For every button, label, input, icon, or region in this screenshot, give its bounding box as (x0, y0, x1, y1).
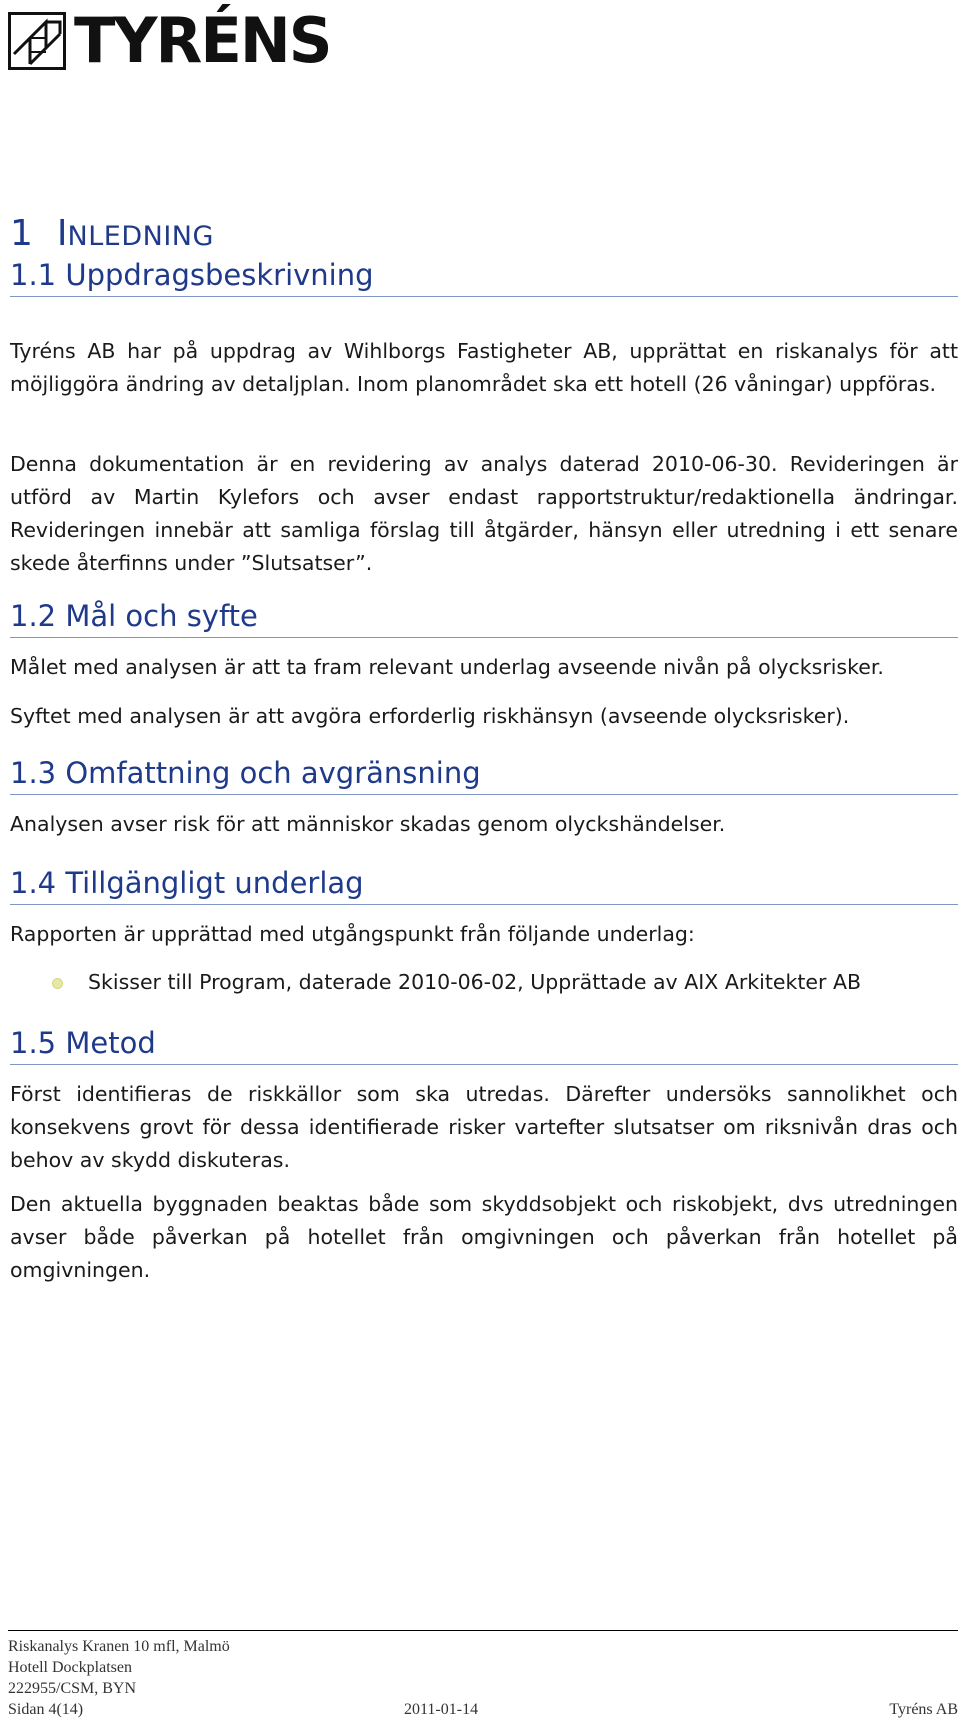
paragraph: Syftet med analysen är att avgöra erforderlig riskhänsyn (avseende olycksrisker). (10, 704, 850, 728)
paragraph: Denna dokumentation är en revidering av analys daterad 2010-06-30. Revideringen är utförd av Martin Kylefors och avser endast rapportstruktur/redaktionella ändringar. Revideringen innebär att samliga förslag till åtgärder, hänsyn eller utredning i ett senare skede återfinns under ”Slutsatser”. (10, 452, 958, 575)
list-item-text: Skisser till Program, daterade 2010-06-02, Upprättade av AIX Arkitekter AB (88, 970, 862, 994)
logo-wordmark: TYRÉNS (74, 4, 331, 77)
section-heading-mal-och-syfte: 1.2 Mål och syfte (10, 598, 958, 638)
paragraph: Först identifieras de riskkällor som ska utredas. Därefter undersöks sannolikhet och konsekvens grovt för dessa identifierade risker vartefter slutsatser om riksnivån dras och behov av skydd diskuteras. (10, 1082, 958, 1172)
chapter-title-initial: I (56, 213, 68, 254)
footer-reference: 222955/CSM, BYN (8, 1680, 137, 1697)
chapter-number: 1 (10, 213, 33, 254)
section-heading-metod: 1.5 Metod (10, 1025, 958, 1065)
bullet-icon (52, 978, 63, 989)
footer-page-number: Sidan 4(14) (8, 1701, 84, 1718)
paragraph: Analysen avser risk för att människor skadas genom olyckshändelser. (10, 812, 726, 836)
chapter-heading (10, 212, 214, 259)
footer-divider (8, 1630, 958, 1631)
section-heading-omfattning: 1.3 Omfattning och avgränsning (10, 755, 958, 795)
section-heading-tillgangligt-underlag: 1.4 Tillgängligt underlag (10, 865, 958, 905)
paragraph: Tyréns AB har på uppdrag av Wihlborgs Fastigheter AB, upprättat en riskanalys för att möjliggöra ändring av detaljplan. Inom planområdet ska ett hotell (26 våningar) uppföras. (10, 339, 958, 396)
tyrens-logo-mark-icon (8, 12, 66, 70)
paragraph: Målet med analysen är att ta fram relevant underlag avseende nivån på olycksrisker. (10, 655, 884, 679)
footer-date: 2011-01-14 (404, 1701, 479, 1718)
chapter-title-rest: NLEDNING (67, 221, 214, 252)
section-heading-uppdragsbeskrivning: 1.1 Uppdragsbeskrivning (10, 257, 958, 297)
page-footer (8, 1636, 958, 1720)
list-item (10, 966, 958, 1000)
footer-project-name: Hotell Dockplatsen (8, 1659, 132, 1676)
company-logo (8, 4, 336, 77)
footer-company: Tyréns AB (889, 1701, 958, 1718)
paragraph: Den aktuella byggnaden beaktas både som skyddsobjekt och riskobjekt, dvs utredningen avser både påverkan på hotellet från omgivningen och påverkan från hotellet på omgivningen. (10, 1192, 958, 1282)
paragraph: Rapporten är upprättad med utgångspunkt från följande underlag: (10, 922, 695, 946)
footer-report-title: Riskanalys Kranen 10 mfl, Malmö (8, 1638, 230, 1655)
